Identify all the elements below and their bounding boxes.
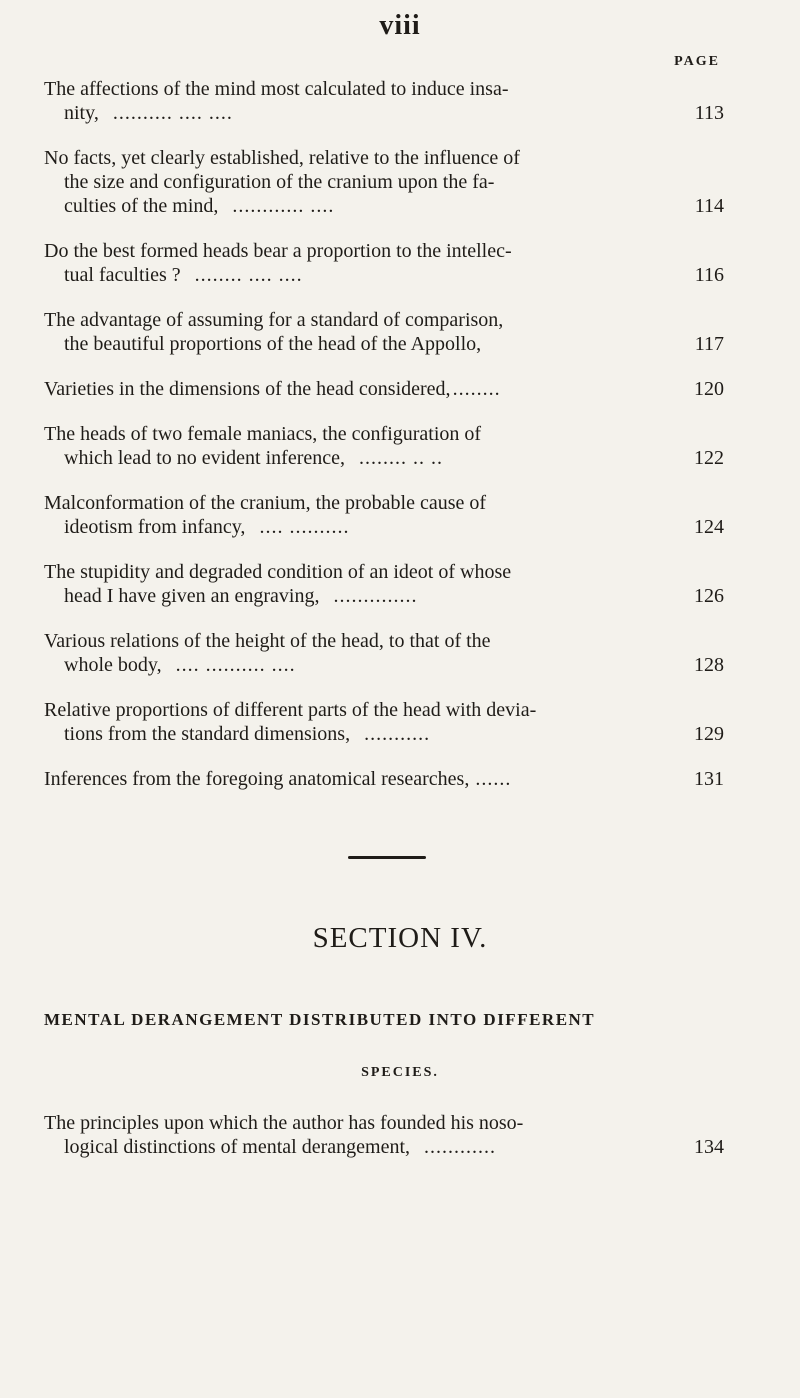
- toc-page-number: 117: [694, 333, 724, 355]
- leader-dots: ........ .. ..: [359, 447, 443, 469]
- toc-entry-text-cont: head I have given an engraving,: [64, 585, 320, 607]
- toc-entry-text: The affections of the mind most calculated to induce insa-: [44, 78, 509, 100]
- toc-entry-text: Various relations of the height of the head, to that of the: [44, 630, 491, 652]
- toc-page-number: 134: [694, 1136, 724, 1158]
- toc-entry-text-cont: nity,: [64, 102, 99, 124]
- toc-entry: [44, 629, 724, 677]
- page-column-label: PAGE: [674, 54, 720, 69]
- toc-entry: [44, 308, 724, 356]
- leader-dots: .... .......... ....: [175, 654, 296, 676]
- leader-dots: ......: [475, 768, 512, 790]
- toc-entry: [44, 560, 724, 608]
- toc-page-number: 128: [694, 654, 724, 676]
- leader-dots: .......... .... ....: [112, 102, 233, 124]
- toc-entry-text-cont: ideotism from infancy,: [64, 516, 246, 538]
- leader-dots: ..............: [333, 585, 418, 607]
- toc-entry-text-cont: the beautiful proportions of the head of the Appollo,: [64, 333, 482, 355]
- toc-entry-text: The stupidity and degraded condition of an ideot of whose: [44, 561, 512, 583]
- leader-dots: ............ ....: [232, 195, 335, 217]
- toc-entry-text: Malconformation of the cranium, the probable cause of: [44, 492, 487, 514]
- toc-entry-text: No facts, yet clearly established, relative to the influence of: [44, 147, 520, 169]
- toc-entry-text: Inferences from the foregoing anatomical researches,: [44, 768, 470, 790]
- toc-page-number: 129: [694, 723, 724, 745]
- toc-entry: [44, 377, 724, 401]
- toc-page-number: 113: [694, 102, 724, 124]
- section-subheading: MENTAL DERANGEMENT DISTRIBUTED INTO DIFFERENT: [44, 1010, 596, 1029]
- toc-entry-text-cont: culties of the mind,: [64, 195, 219, 217]
- toc-entry-text-cont: tual faculties ?: [64, 264, 181, 286]
- leader-dots: ...........: [364, 723, 431, 745]
- toc-page-number: 126: [694, 585, 724, 607]
- section-divider-rule: [348, 856, 426, 859]
- toc-entry-text-cont: logical distinctions of mental derangement,: [64, 1136, 411, 1158]
- toc-page-number: 120: [694, 378, 724, 400]
- leader-dots: .... ..........: [259, 516, 350, 538]
- page-folio: viii: [379, 10, 421, 41]
- table-of-contents: [44, 77, 724, 812]
- toc-page-number: 124: [694, 516, 724, 538]
- toc-entry: [44, 146, 724, 218]
- toc-entry: [44, 491, 724, 539]
- toc-entry-text: Relative proportions of different parts of the head with devia-: [44, 699, 537, 721]
- toc-entry-text-cont: which lead to no evident inference,: [64, 447, 345, 469]
- toc-page-number: 114: [694, 195, 724, 217]
- leader-dots: ............: [424, 1136, 497, 1158]
- toc-page-number: 116: [694, 264, 724, 286]
- toc-entry-text: The heads of two female maniacs, the configuration of: [44, 423, 482, 445]
- toc-entry: [44, 422, 724, 470]
- toc-entry: [44, 1111, 724, 1159]
- toc-entry: [44, 698, 724, 746]
- toc-entry-text-cont: tions from the standard dimensions,: [64, 723, 351, 745]
- toc-entry-text-cont: the size and configuration of the cranium upon the fa-: [64, 171, 495, 193]
- leader-dots: ........ .... ....: [194, 264, 303, 286]
- toc-entry: [44, 767, 724, 791]
- toc-entry-text: Varieties in the dimensions of the head considered,: [44, 378, 451, 400]
- toc-entry-text-cont: whole body,: [64, 654, 162, 676]
- toc-entry-text: Do the best formed heads bear a proportion to the intellec-: [44, 240, 512, 262]
- section-table-of-contents: [44, 1111, 724, 1180]
- toc-page-number: 122: [694, 447, 724, 469]
- leader-dots: ........: [452, 378, 501, 400]
- toc-entry: [44, 239, 724, 287]
- toc-entry: [44, 77, 724, 125]
- section-heading: SECTION IV.: [312, 922, 488, 954]
- toc-entry-text: The principles upon which the author has founded his noso-: [44, 1112, 524, 1134]
- toc-page-number: 131: [694, 768, 724, 790]
- section-subheading-species: SPECIES.: [361, 1065, 439, 1080]
- toc-entry-text: The advantage of assuming for a standard of comparison,: [44, 309, 504, 331]
